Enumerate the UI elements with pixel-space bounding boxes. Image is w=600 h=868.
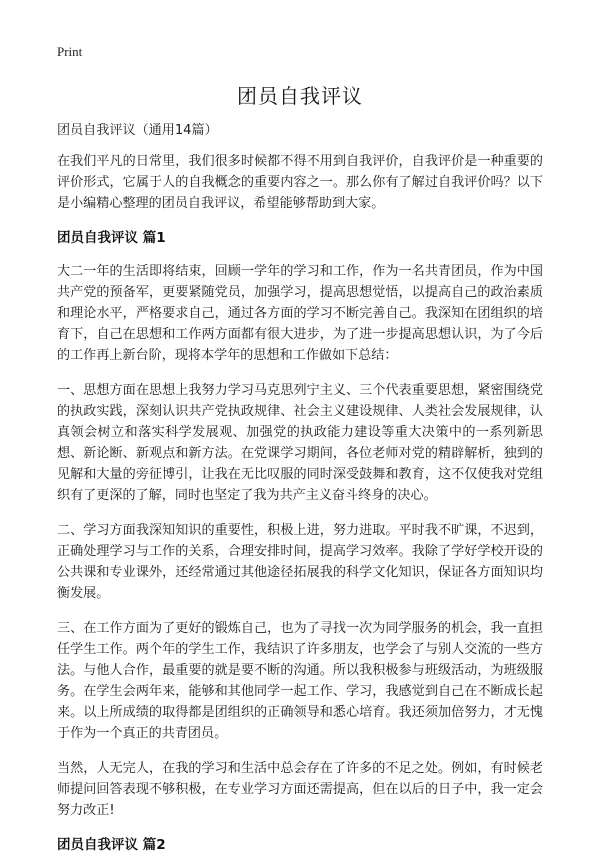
print-label[interactable]: Print (57, 44, 83, 59)
section-1-paragraph-5: 当然，人无完人，在我的学习和生活中总会存在了许多的不足之处。例如，有时候老师提问回答表现不够积极，在专业学习方面还需提高，但在以后的日子中，我一定会努力改正! (57, 761, 543, 818)
section-1-paragraph-3: 二、学习方面我深知知识的重要性，积极上进，努力进取。平时我不旷课，不迟到，正确处理学习与工作的关系，合理安排时间，提高学习效率。我除了学好学校开设的公共课和专业课外，还经常通过其他途径拓展我的科学文化知识，保证各方面知识均衡发展。 (57, 523, 543, 601)
intro-paragraph: 在我们平凡的日常里，我们很多时候都不得不用到自我评价，自我评价是一种重要的评价形式，它属于人的自我概念的重要内容之一。那么你有了解过自我评价吗？以下是小编精心整理的团员自我评议，希望能够帮助到大家。 (57, 154, 543, 211)
page-title: 团员自我评议 (237, 84, 363, 108)
section-1-paragraph-2: 一、思想方面在思想上我努力学习马克思列宁主义、三个代表重要思想，紧密围绕党的执政实践，深刻认识共产党执政规律、社会主义建设规律、人类社会发展规律，认真领会树立和落实科学发展观、加强党的执政能力建设等重大决策中的一系列新思想、新论断、新观点和新方法。在党课学习期间，各位老师对党的精辟解析，独到的见解和大量的旁征博引，让我在无比叹服的同时深受鼓舞和教育，这不仅使我对党组织有了更深的了解，同时也坚定了我为共产主义奋斗终身的决心。 (57, 383, 543, 503)
section-heading-1: 团员自我评议 篇1 (57, 230, 166, 246)
section-heading-2: 团员自我评议 篇2 (57, 837, 166, 853)
document-subtitle: 团员自我评议（通用14篇） (57, 123, 218, 138)
section-1-paragraph-4: 三、在工作方面为了更好的锻炼自己，也为了寻找一次为同学服务的机会，我一直担任学生工作。两个年的学生工作，我结识了许多朋友，也学会了与别人交流的一些方法。与他人合作，最重要的就是要不断的沟通。所以我积极参与班级活动，为班级服务。在学生会两年来，能够和其他同学一起工作、学习，我感觉到自己在不断成长起来。以上所成绩的取得都是团组织的正确领导和悉心培育。我还须加倍努力，才无愧于作为一个真正的共青团员。 (57, 621, 543, 741)
document-body (57, 120, 543, 868)
section-1-paragraph-1: 大二一年的生活即将结束，回顾一学年的学习和工作，作为一名共青团员，作为中国共产党的预备军，更要紧随党员，加强学习，提高思想觉悟，以提高自己的政治素质和理论水平，严格要求自己，通过各方面的学习不断完善自己。我深知在团组织的培育下，自己在思想和工作两方面都有很大进步，为了进一步提高思想认识，为了今后的工作再上新台阶，现将本学年的思想和工作做如下总结： (57, 264, 543, 363)
